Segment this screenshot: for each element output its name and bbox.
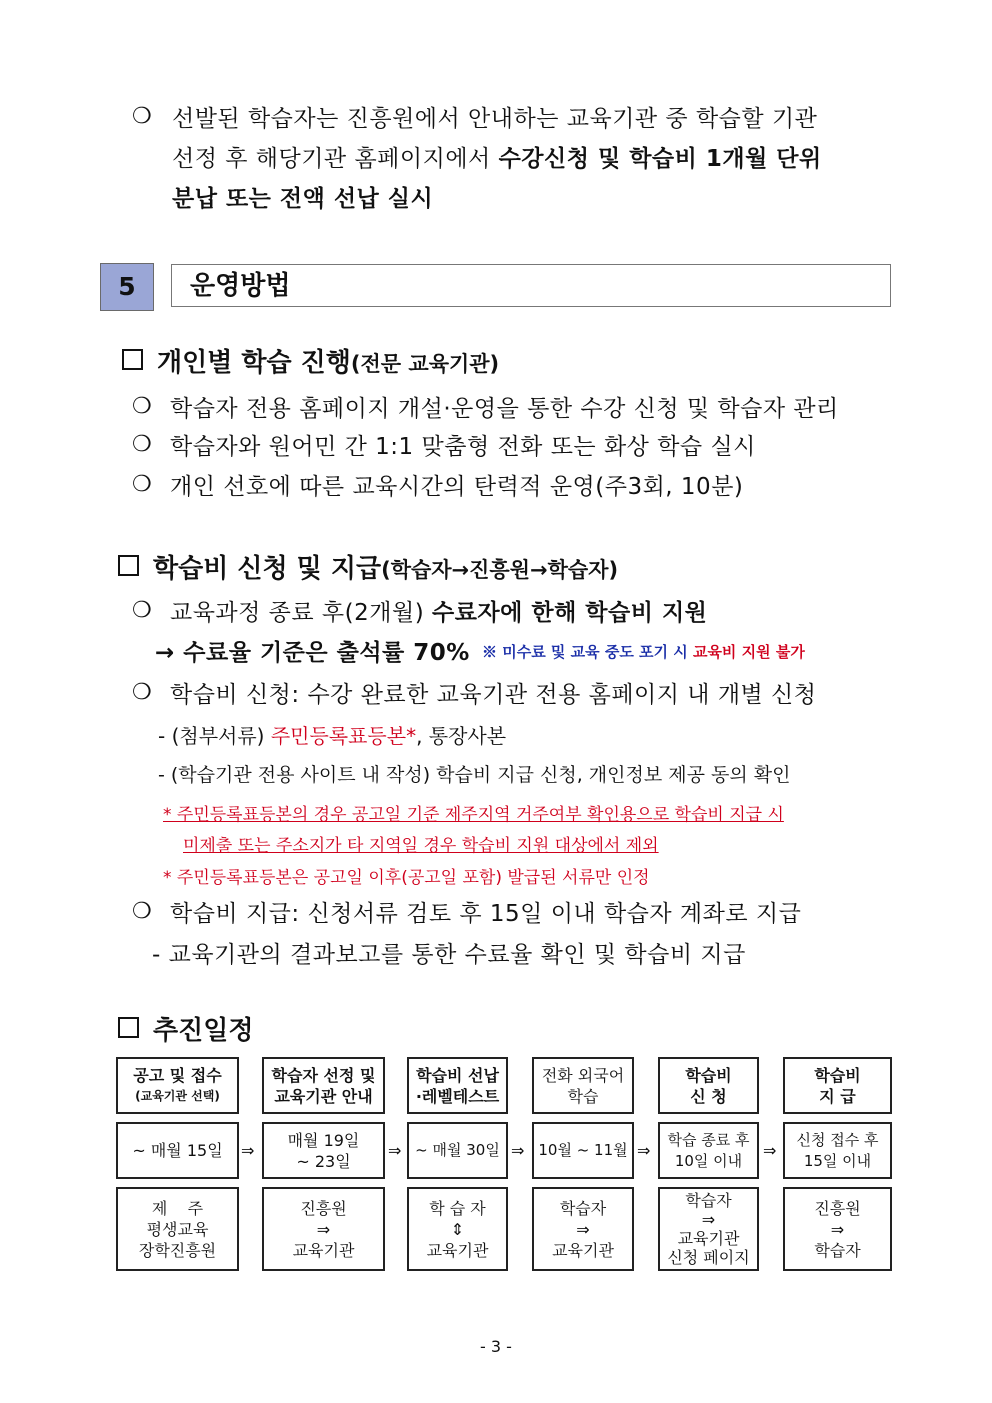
right-double-arrow-icon: ⇒ (830, 1219, 845, 1239)
schedule-actor-6-line-1: 진흥원 (814, 1198, 861, 1218)
intro-line-1: 선발된 학습자는 진흥원에서 안내하는 교육기관 중 학습할 기관 (172, 106, 818, 132)
schedule-header-1-line-2: (교육기관 선택) (135, 1088, 220, 1103)
schedule-header-1 (116, 1057, 239, 1114)
right-double-arrow-icon: ⇒ (763, 1141, 777, 1160)
schedule-actor-1 (116, 1187, 239, 1271)
schedule-header-2-line-1: 학습자 선정 및 (271, 1065, 376, 1085)
schedule-header-6-line-2: 지 급 (819, 1086, 856, 1106)
intro-line-2-bold: 수강신청 및 학습비 1개월 단위 (498, 146, 822, 172)
schedule-header-3-line-1: 학습비 선납 (416, 1065, 499, 1085)
s1-heading-text: 개인별 학습 진행 (157, 348, 351, 378)
schedule-actor-5-line-3: 교육기관 (677, 1229, 740, 1248)
circle-bullet-icon: ❍ (132, 598, 152, 623)
schedule-date-4-line-1: 10월 ~ 11월 (538, 1141, 628, 1159)
s2-heading-sub: (학습자→진흥원→학습자) (381, 558, 619, 582)
schedule-date-1-line-1: ~ 매월 15일 (132, 1141, 223, 1160)
schedule-date-6 (783, 1122, 892, 1179)
schedule-date-3-line-1: ~ 매월 30일 (415, 1141, 500, 1159)
schedule-actor-3-line-3: 교육기관 (426, 1240, 489, 1260)
section-title: 운영방법 (171, 264, 891, 307)
s2-detail-1-a: - (첨부서류) (158, 724, 271, 748)
schedule-header-5 (658, 1057, 759, 1114)
schedule-header-3 (407, 1057, 508, 1114)
schedule-actor-4-line-1: 학습자 (559, 1198, 607, 1218)
s1-bullet-1: 학습자 전용 홈페이지 개설·운영을 통한 수강 신청 및 학습자 관리 (170, 396, 839, 422)
schedule-actor-1-line-1: 제 주 (151, 1198, 204, 1218)
schedule-actor-5-line-1: 학습자 (685, 1191, 732, 1210)
s2-arrow-line: → 수료율 기준은 출석률 70% (155, 640, 470, 666)
s3-heading-text: 추진일정 (153, 1016, 254, 1046)
schedule-actor-6-line-3: 학습자 (814, 1240, 861, 1260)
schedule-date-5-line-2: 10일 이내 (674, 1151, 743, 1170)
s1-heading (122, 342, 499, 379)
s2-detail-3: - 교육기관의 결과보고를 통한 수료율 확인 및 학습비 지급 (152, 942, 746, 968)
checkbox-square-icon (118, 555, 139, 576)
checkbox-square-icon (118, 1017, 139, 1038)
s2-bullet-3: 학습비 지급: 신청서류 검토 후 15일 이내 학습자 계좌로 지급 (170, 901, 802, 927)
schedule-header-6 (783, 1057, 892, 1114)
s2-heading-text: 학습비 신청 및 지급 (153, 554, 382, 584)
schedule-actor-1-line-3: 장학진흥원 (138, 1240, 217, 1260)
schedule-date-2 (262, 1122, 385, 1179)
intro-line-2-plain: 선정 후 해당기관 홈페이지에서 (172, 146, 499, 172)
right-double-arrow-icon: ⇒ (576, 1219, 590, 1239)
s2-detail-1-red: 주민등록표등본* (270, 724, 417, 748)
s2-note (482, 641, 805, 662)
up-down-double-arrow-icon: ⇕ (450, 1219, 465, 1239)
circle-bullet-icon: ❍ (132, 680, 152, 705)
circle-bullet-icon: ❍ (132, 472, 152, 497)
schedule-actor-3 (407, 1187, 508, 1271)
intro-line-2 (172, 140, 822, 173)
schedule-header-3-line-2: ·레벨테스트 (415, 1086, 500, 1106)
schedule-header-6-line-1: 학습비 (814, 1065, 861, 1085)
circle-bullet-icon: ❍ (132, 104, 152, 129)
s2-note-2: * 주민등록표등본은 공고일 이후(공고일 포함) 발급된 서류만 인정 (163, 868, 650, 888)
schedule-actor-3-line-1: 학 습 자 (429, 1198, 486, 1218)
schedule-header-4 (532, 1057, 634, 1114)
page-number: - 3 - (480, 1337, 512, 1356)
schedule-date-1 (116, 1122, 239, 1179)
right-double-arrow-icon: ⇒ (316, 1219, 331, 1239)
schedule-header-5-line-2: 신 청 (690, 1086, 727, 1106)
schedule-date-5-line-1: 학습 종료 후 (667, 1130, 750, 1149)
schedule-actor-2-line-1: 진흥원 (300, 1198, 347, 1218)
s2-heading (118, 548, 618, 585)
s3-heading (118, 1010, 253, 1047)
schedule-header-4-line-1: 전화 외국어 (541, 1065, 625, 1085)
schedule-date-5 (658, 1122, 759, 1179)
circle-bullet-icon: ❍ (132, 394, 152, 419)
s2-note-blue: ※ 미수료 및 교육 중도 포기 시 (482, 643, 693, 661)
right-double-arrow-icon: ⇒ (511, 1141, 525, 1160)
schedule-actor-4-line-3: 교육기관 (552, 1240, 614, 1260)
schedule-header-4-line-2: 학습 (567, 1086, 599, 1106)
s2-note-1-line-2: 미제출 또는 주소지가 타 지역일 경우 학습비 지원 대상에서 제외 (183, 836, 659, 856)
schedule-header-5-line-1: 학습비 (685, 1065, 732, 1085)
schedule-header-2 (262, 1057, 385, 1114)
s1-bullet-2: 학습자와 원어민 간 1:1 맞춤형 전화 또는 화상 학습 실시 (170, 434, 756, 460)
right-double-arrow-icon: ⇒ (637, 1141, 651, 1160)
schedule-date-6-line-1: 신청 접수 후 (796, 1130, 879, 1149)
schedule-date-2-line-1: 매월 19일 (287, 1130, 360, 1150)
s1-heading-sub: (전문 교육기관) (350, 352, 500, 376)
s2-bullet-1 (170, 594, 707, 627)
schedule-actor-2-line-3: 교육기관 (292, 1240, 355, 1260)
intro-line-3: 분납 또는 전액 선납 실시 (172, 186, 434, 212)
schedule-date-6-line-2: 15일 이내 (803, 1151, 872, 1170)
s2-bullet-1-bold: 수료자에 한해 학습비 지원 (431, 600, 708, 626)
schedule-actor-2 (262, 1187, 385, 1271)
s2-detail-1-b: , 통장사본 (416, 724, 507, 748)
schedule-actor-5-line-4: 신청 페이지 (667, 1248, 750, 1267)
circle-bullet-icon: ❍ (132, 432, 152, 457)
right-double-arrow-icon: ⇒ (241, 1141, 255, 1160)
s2-bullet-2: 학습비 신청: 수강 완료한 교육기관 전용 홈페이지 내 개별 신청 (170, 682, 817, 708)
s2-note-1-line-1: * 주민등록표등본의 경우 공고일 기준 제주지역 거주여부 확인용으로 학습비 지급 시 (163, 805, 784, 825)
s2-detail-2: - (학습기관 전용 사이트 내 작성) 학습비 지급 신청, 개인정보 제공 동의 확인 (158, 764, 791, 786)
schedule-actor-6 (783, 1187, 892, 1271)
schedule-header-2-line-2: 교육기관 안내 (274, 1086, 373, 1106)
s2-bullet-1-plain: 교육과정 종료 후(2개월) (170, 600, 432, 626)
circle-bullet-icon: ❍ (132, 899, 152, 924)
schedule-actor-1-line-2: 평생교육 (146, 1219, 209, 1239)
right-double-arrow-icon: ⇒ (701, 1210, 716, 1229)
right-double-arrow-icon: ⇒ (388, 1141, 402, 1160)
s2-detail-1 (158, 720, 506, 749)
s2-note-red: 교육비 지원 불가 (692, 643, 805, 661)
schedule-header-1-line-1: 공고 및 접수 (133, 1065, 222, 1085)
schedule-actor-4 (532, 1187, 634, 1271)
schedule-date-2-line-2: ~ 23일 (296, 1151, 351, 1171)
section-number: 5 (100, 263, 154, 311)
checkbox-square-icon (122, 349, 143, 370)
schedule-date-4 (532, 1122, 634, 1179)
s1-bullet-3: 개인 선호에 따른 교육시간의 탄력적 운영(주3회, 10분) (170, 474, 744, 500)
schedule-date-3 (407, 1122, 508, 1179)
schedule-actor-5 (658, 1187, 759, 1271)
